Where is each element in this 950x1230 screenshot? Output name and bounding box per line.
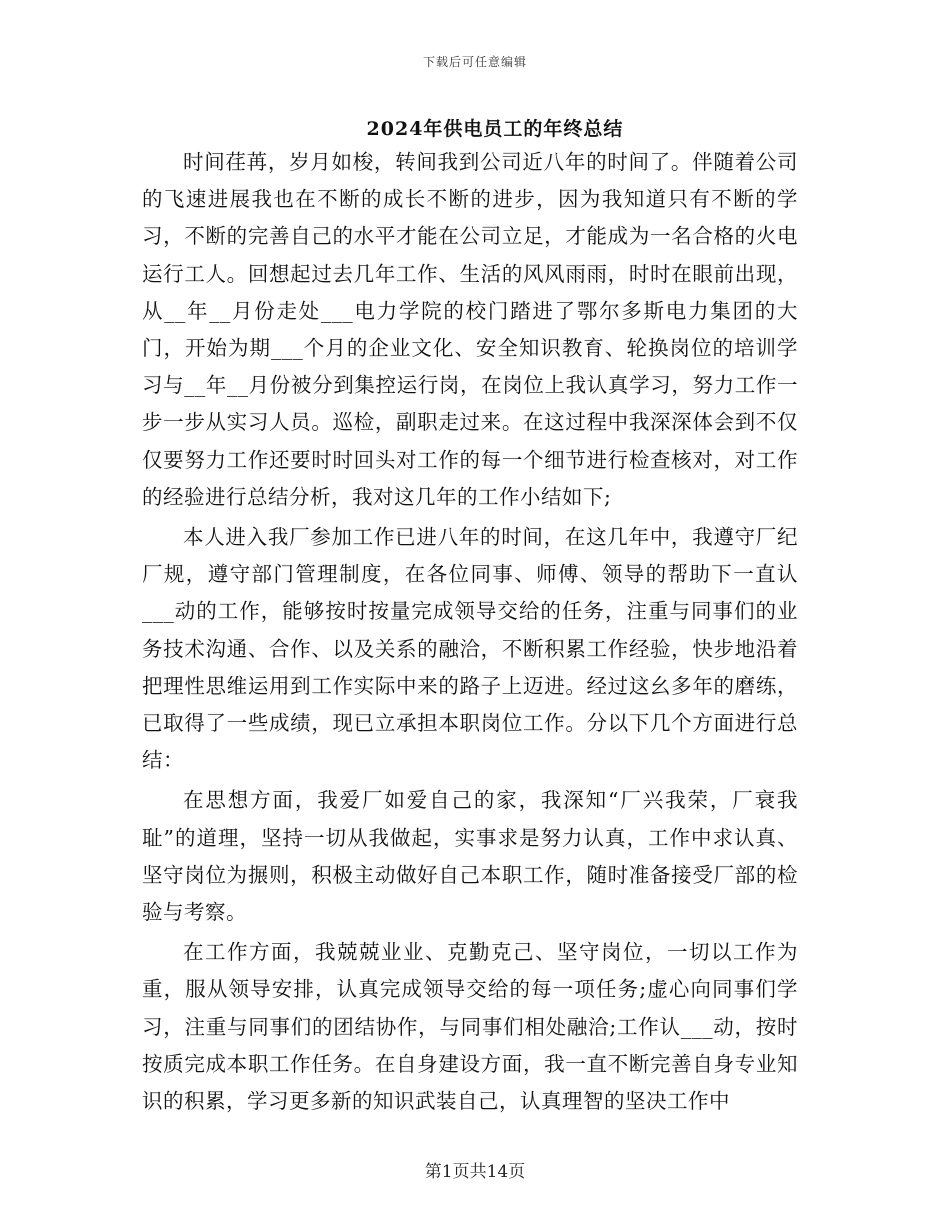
page-number: 第1页共14页 — [424, 1162, 526, 1182]
header-note: 下载后可任意编辑 — [422, 55, 527, 69]
document-body — [142, 144, 798, 1123]
paragraph-1: 时间荏苒，岁月如梭，转间我到公司近八年的时间了。伴随着公司的飞速进展我也在不断的成长不断的进步，因为我知道只有不断的学习，不断的完善自己的水平才能在公司立足，才能成为一名合格的火电运行工人。回想起过去几年工作、生活的风风雨雨，时时在眼前出现，从__年__月份走处___电力学院的校门踏进了鄂尔多斯电力集团的大门，开始为期___个月的企业文化、安全知识教育、轮换岗位的培训学习与__年__月份被分到集控运行岗，在岗位上我认真学习，努力工作一步一步从实习人员。巡检，副职走过来。在这过程中我深深体会到不仅仅要努力工作还要时时回头对工作的每一个细节进行检查核对，对工作的经验进行总结分析，我对这几年的工作小结如下; — [142, 150, 798, 509]
document-title: 2024年供电员工的年终总结 — [366, 118, 624, 140]
paragraph-3: 在思想方面，我爱厂如爱自己的家，我深知“厂兴我荣，厂衰我耻”的道理，坚持一切从我做起，实事求是努力认真，工作中求认真、坚守岗位为搌则，积极主动做好自己本职工作，随时准备接受厂部的检验与考察。 — [142, 788, 798, 925]
paragraph-4: 在工作方面，我兢兢业业、克勤克己、坚守岗位，一切以工作为重，服从领导安排，认真完成领导交给的每一项任务;虚心向同事们学习，注重与同事们的团结协作，与同事们相处融洽;工作认___动，按时按质完成本职工作任务。在自身建设方面，我一直不断完善自身专业知识的积累，学习更多新的知识武装自己，认真理智的坚决工作中 — [142, 940, 798, 1114]
paragraph-2: 本人进入我厂参加工作已进八年的时间，在这几年中，我遵守厂纪厂规，遵守部门管理制度，在各位同事、师傅、领导的帮助下一直认___动的工作，能够按时按量完成领导交给的任务，注重与同事们的业务技术沟通、合作、以及关系的融洽，不断积累工作经验，快步地沿着把理性思维运用到工作实际中来的路子上迈进。经过这幺多年的磨练，已取得了一些成绩，现已立承担本职岗位工作。分以下几个方面进行总结： — [142, 525, 798, 773]
